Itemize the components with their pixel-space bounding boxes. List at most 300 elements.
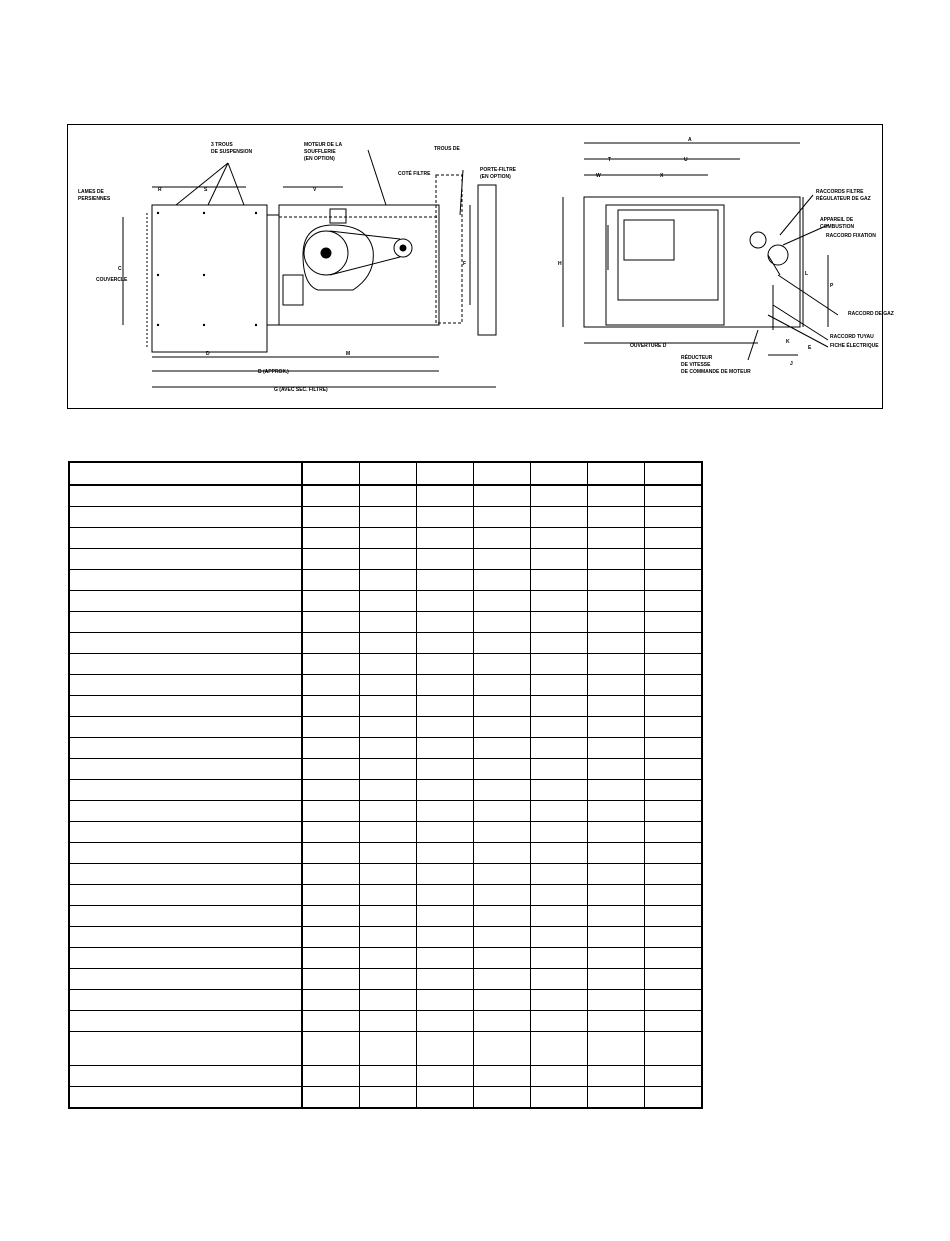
table-value-cell: [302, 570, 360, 591]
heater-cabinet: [152, 205, 267, 352]
table-value-cell: [645, 549, 703, 570]
table-value-cell: [474, 1011, 531, 1032]
side-view-labels: [78, 142, 517, 393]
table-value-cell: [474, 969, 531, 990]
table-value-cell: [645, 738, 703, 759]
label-fiche-electrique: FICHE ÉLECTRIQUE: [830, 343, 879, 349]
table-row: [69, 948, 702, 969]
table-value-cell: [360, 570, 417, 591]
table-value-cell: [360, 696, 417, 717]
table-value-cell: [531, 738, 588, 759]
svg-text:C: C: [118, 266, 122, 272]
table-value-cell: [531, 462, 588, 485]
table-row: [69, 696, 702, 717]
table-label-cell: [69, 507, 302, 528]
table-value-cell: [302, 507, 360, 528]
table-value-cell: [588, 801, 645, 822]
table-value-cell: [360, 1011, 417, 1032]
table-value-cell: [360, 485, 417, 507]
table-value-cell: [531, 675, 588, 696]
table-value-cell: [360, 549, 417, 570]
table-value-cell: [645, 927, 703, 948]
svg-text:A: A: [688, 137, 692, 143]
table-value-cell: [531, 843, 588, 864]
side-view-dots: [157, 212, 257, 326]
table-value-cell: [474, 1066, 531, 1087]
table-value-cell: [588, 759, 645, 780]
table-value-cell: [302, 528, 360, 549]
table-value-cell: [360, 738, 417, 759]
table-value-cell: [588, 927, 645, 948]
table-value-cell: [531, 591, 588, 612]
table-value-cell: [360, 822, 417, 843]
table-value-cell: [474, 1032, 531, 1066]
table-label-cell: [69, 969, 302, 990]
table-row: [69, 759, 702, 780]
table-value-cell: [645, 696, 703, 717]
label-raccord-filtre: RACCORDS FILTRE: [816, 189, 864, 195]
table-value-cell: [360, 675, 417, 696]
table-value-cell: [417, 969, 474, 990]
label-trous-suspension: 3 TROUS: [211, 142, 233, 148]
table-value-cell: [474, 738, 531, 759]
table-value-cell: [417, 906, 474, 927]
table-value-cell: [360, 864, 417, 885]
table-value-cell: [588, 906, 645, 927]
table-value-cell: [531, 990, 588, 1011]
table-value-cell: [302, 696, 360, 717]
table-value-cell: [417, 549, 474, 570]
table-value-cell: [531, 780, 588, 801]
table-value-cell: [645, 633, 703, 654]
table-value-cell: [588, 969, 645, 990]
table-value-cell: [474, 591, 531, 612]
table-label-cell: [69, 717, 302, 738]
table-value-cell: [360, 591, 417, 612]
table-value-cell: [417, 528, 474, 549]
table-value-cell: [417, 864, 474, 885]
table-value-cell: [588, 612, 645, 633]
table-row: [69, 738, 702, 759]
table-row: [69, 1011, 702, 1032]
table-row: [69, 717, 702, 738]
svg-text:S: S: [204, 187, 208, 193]
table-value-cell: [474, 633, 531, 654]
table-value-cell: [360, 780, 417, 801]
svg-text:(EN OPTION): (EN OPTION): [480, 174, 511, 180]
table-value-cell: [588, 633, 645, 654]
table-value-cell: [474, 717, 531, 738]
table-value-cell: [531, 759, 588, 780]
table-value-cell: [588, 1087, 645, 1109]
table-label-cell: [69, 843, 302, 864]
table-value-cell: [531, 1066, 588, 1087]
table-value-cell: [302, 1032, 360, 1066]
table-value-cell: [360, 654, 417, 675]
table-value-cell: [474, 654, 531, 675]
svg-text:F: F: [463, 261, 467, 267]
table-value-cell: [645, 570, 703, 591]
svg-text:RÉGULATEUR DE GAZ: RÉGULATEUR DE GAZ: [816, 196, 871, 202]
table-value-cell: [360, 1066, 417, 1087]
table-value-cell: [474, 485, 531, 507]
table-value-cell: [588, 948, 645, 969]
table-value-cell: [588, 864, 645, 885]
table-row: [69, 864, 702, 885]
table-value-cell: [302, 864, 360, 885]
table-value-cell: [588, 717, 645, 738]
table-label-cell: [69, 1011, 302, 1032]
table-value-cell: [302, 462, 360, 485]
table-value-cell: [474, 612, 531, 633]
table-value-cell: [302, 927, 360, 948]
table-label-cell: [69, 948, 302, 969]
svg-text:(EN OPTION): (EN OPTION): [304, 156, 335, 162]
table-value-cell: [417, 927, 474, 948]
diagram-svg: [68, 125, 894, 410]
table-value-cell: [417, 990, 474, 1011]
table-value-cell: [531, 948, 588, 969]
table-label-cell: [69, 885, 302, 906]
svg-text:P: P: [830, 283, 834, 289]
table-value-cell: [302, 485, 360, 507]
table-value-cell: [417, 759, 474, 780]
svg-text:PERSIENNES: PERSIENNES: [78, 196, 111, 202]
table-value-cell: [645, 1032, 703, 1066]
table-value-cell: [588, 507, 645, 528]
svg-text:T: T: [608, 157, 612, 163]
table-row: [69, 906, 702, 927]
svg-text:D: D: [206, 351, 210, 357]
table-value-cell: [302, 654, 360, 675]
table-value-cell: [302, 633, 360, 654]
table-value-cell: [531, 1087, 588, 1109]
table-value-cell: [474, 462, 531, 485]
table-value-cell: [360, 507, 417, 528]
svg-text:COMBUSTION: COMBUSTION: [820, 224, 855, 230]
table-value-cell: [360, 948, 417, 969]
table-value-cell: [474, 990, 531, 1011]
table-value-cell: [588, 528, 645, 549]
table-value-cell: [645, 654, 703, 675]
table-value-cell: [531, 885, 588, 906]
table-value-cell: [474, 528, 531, 549]
front-view: [563, 143, 838, 360]
label-couvercle: COUVERCLE: [96, 277, 128, 283]
table-value-cell: [360, 843, 417, 864]
table-row: [69, 485, 702, 507]
table-value-cell: [417, 1011, 474, 1032]
table-row: [69, 780, 702, 801]
table-value-cell: [417, 885, 474, 906]
svg-text:RACCORD FIXATION: RACCORD FIXATION: [826, 233, 876, 239]
front-cabinet: [584, 197, 800, 327]
table-value-cell: [302, 717, 360, 738]
table-value-cell: [474, 843, 531, 864]
table-value-cell: [360, 1032, 417, 1066]
table-value-cell: [302, 612, 360, 633]
table-value-cell: [417, 1087, 474, 1109]
table-value-cell: [302, 990, 360, 1011]
table-value-cell: [531, 717, 588, 738]
table-row: [69, 1087, 702, 1109]
table-value-cell: [645, 1087, 703, 1109]
table-value-cell: [531, 549, 588, 570]
table-label-cell: [69, 990, 302, 1011]
table-value-cell: [474, 696, 531, 717]
table-row: [69, 570, 702, 591]
table-value-cell: [360, 906, 417, 927]
table-value-cell: [645, 675, 703, 696]
table-value-cell: [531, 570, 588, 591]
label-porte-filtre: PORTE-FILTRE: [480, 167, 517, 173]
table-header-row: [69, 462, 702, 485]
table-value-cell: [302, 801, 360, 822]
table-value-cell: [588, 570, 645, 591]
table-row: [69, 843, 702, 864]
dim-b: B (APPROX.): [258, 369, 289, 375]
table-value-cell: [645, 591, 703, 612]
table-value-cell: [474, 759, 531, 780]
table-value-cell: [645, 780, 703, 801]
table-value-cell: [474, 948, 531, 969]
table-value-cell: [588, 1011, 645, 1032]
table-value-cell: [645, 906, 703, 927]
table-row: [69, 969, 702, 990]
table-row: [69, 801, 702, 822]
table-label-cell: [69, 462, 302, 485]
table-value-cell: [474, 675, 531, 696]
table-value-cell: [645, 801, 703, 822]
table-value-cell: [302, 675, 360, 696]
table-value-cell: [645, 485, 703, 507]
side-view: [123, 150, 496, 387]
table-row: [69, 675, 702, 696]
table-value-cell: [531, 864, 588, 885]
table-label-cell: [69, 864, 302, 885]
table-value-cell: [588, 822, 645, 843]
table-value-cell: [645, 990, 703, 1011]
table-label-cell: [69, 759, 302, 780]
table-value-cell: [360, 990, 417, 1011]
table-value-cell: [302, 885, 360, 906]
table-value-cell: [588, 780, 645, 801]
table-value-cell: [474, 906, 531, 927]
table-value-cell: [417, 738, 474, 759]
table-value-cell: [645, 1066, 703, 1087]
table-row: [69, 549, 702, 570]
table-label-cell: [69, 927, 302, 948]
table-value-cell: [417, 654, 474, 675]
table-value-cell: [531, 1032, 588, 1066]
table-value-cell: [588, 1032, 645, 1066]
table-value-cell: [588, 696, 645, 717]
svg-text:X: X: [660, 173, 664, 179]
label-ouverture: OUVERTURE D: [630, 343, 667, 349]
table-value-cell: [645, 969, 703, 990]
table-value-cell: [360, 927, 417, 948]
table-label-cell: [69, 738, 302, 759]
table-value-cell: [474, 507, 531, 528]
svg-text:DE VITESSE: DE VITESSE: [681, 362, 711, 368]
table-label-cell: [69, 549, 302, 570]
table-value-cell: [302, 591, 360, 612]
table-value-cell: [360, 885, 417, 906]
table-value-cell: [302, 1066, 360, 1087]
label-moteur: MOTEUR DE LA: [304, 142, 343, 148]
label-persiennes: LAMES DE: [78, 189, 104, 195]
table-value-cell: [302, 906, 360, 927]
table-label-cell: [69, 822, 302, 843]
table-value-cell: [588, 738, 645, 759]
table-value-cell: [360, 462, 417, 485]
table-value-cell: [531, 696, 588, 717]
table-value-cell: [302, 843, 360, 864]
table-value-cell: [360, 1087, 417, 1109]
table-value-cell: [302, 969, 360, 990]
table-value-cell: [417, 1066, 474, 1087]
svg-text:V: V: [313, 187, 317, 193]
table-value-cell: [588, 990, 645, 1011]
table-value-cell: [531, 906, 588, 927]
table-value-cell: [645, 759, 703, 780]
table-label-cell: [69, 696, 302, 717]
table-row: [69, 990, 702, 1011]
table-value-cell: [417, 507, 474, 528]
table-value-cell: [645, 885, 703, 906]
table-value-cell: [417, 570, 474, 591]
table-value-cell: [588, 549, 645, 570]
table-row: [69, 528, 702, 549]
svg-text:SOUFFLERIE: SOUFFLERIE: [304, 149, 336, 155]
table-label-cell: [69, 633, 302, 654]
table-value-cell: [417, 633, 474, 654]
table-label-cell: [69, 1087, 302, 1109]
svg-text:J: J: [790, 361, 793, 367]
table-value-cell: [302, 948, 360, 969]
table-value-cell: [645, 612, 703, 633]
svg-text:DE COMMANDE DE MOTEUR: DE COMMANDE DE MOTEUR: [681, 369, 751, 375]
table-row: [69, 822, 702, 843]
table-value-cell: [531, 654, 588, 675]
table-value-cell: [302, 759, 360, 780]
table-value-cell: [645, 948, 703, 969]
svg-text:TROUS DE: TROUS DE: [434, 146, 460, 152]
table-value-cell: [360, 717, 417, 738]
table-label-cell: [69, 1032, 302, 1066]
table-value-cell: [588, 591, 645, 612]
table-value-cell: [474, 864, 531, 885]
table-value-cell: [360, 633, 417, 654]
table-value-cell: [588, 1066, 645, 1087]
table-value-cell: [645, 843, 703, 864]
table-value-cell: [417, 675, 474, 696]
dimension-table: [68, 461, 703, 1109]
table-value-cell: [588, 843, 645, 864]
table-value-cell: [417, 843, 474, 864]
table-label-cell: [69, 675, 302, 696]
table-value-cell: [645, 1011, 703, 1032]
table-value-cell: [474, 885, 531, 906]
table-value-cell: [302, 1011, 360, 1032]
table-value-cell: [474, 549, 531, 570]
table-value-cell: [302, 780, 360, 801]
svg-text:W: W: [596, 173, 601, 179]
dim-g: G (AVEC SEC. FILTRE): [274, 387, 328, 393]
table-value-cell: [531, 801, 588, 822]
table-label-cell: [69, 528, 302, 549]
table-value-cell: [360, 969, 417, 990]
svg-text:R: R: [158, 187, 162, 193]
table-value-cell: [588, 654, 645, 675]
svg-text:H: H: [558, 261, 562, 267]
table-label-cell: [69, 612, 302, 633]
table-value-cell: [588, 485, 645, 507]
svg-text:E: E: [808, 345, 812, 351]
table-value-cell: [417, 948, 474, 969]
table-value-cell: [417, 717, 474, 738]
table-value-cell: [531, 633, 588, 654]
table-value-cell: [531, 1011, 588, 1032]
table-value-cell: [645, 507, 703, 528]
table-value-cell: [474, 1087, 531, 1109]
table-row: [69, 1066, 702, 1087]
svg-text:U: U: [684, 157, 688, 163]
table-value-cell: [302, 549, 360, 570]
table-label-cell: [69, 485, 302, 507]
table-value-cell: [588, 462, 645, 485]
svg-text:COTÉ FILTRE: COTÉ FILTRE: [398, 171, 431, 177]
label-reducteur: RÉDUCTEUR: [681, 355, 713, 361]
svg-text:K: K: [786, 339, 790, 345]
table-row: [69, 507, 702, 528]
table-value-cell: [588, 885, 645, 906]
table-value-cell: [474, 801, 531, 822]
table-value-cell: [531, 822, 588, 843]
table-row: [69, 633, 702, 654]
table-value-cell: [302, 822, 360, 843]
table-label-cell: [69, 906, 302, 927]
svg-text:DE SUSPENSION: DE SUSPENSION: [211, 149, 253, 155]
table-value-cell: [474, 570, 531, 591]
table-row: [69, 612, 702, 633]
table-value-cell: [360, 759, 417, 780]
table-value-cell: [417, 696, 474, 717]
table-label-cell: [69, 654, 302, 675]
table-value-cell: [417, 591, 474, 612]
table-value-cell: [417, 1032, 474, 1066]
table-value-cell: [302, 738, 360, 759]
table-value-cell: [588, 675, 645, 696]
dimension-diagram: [67, 124, 894, 409]
table-value-cell: [645, 717, 703, 738]
table-value-cell: [531, 969, 588, 990]
table-row: [69, 927, 702, 948]
table-value-cell: [531, 507, 588, 528]
table-value-cell: [474, 822, 531, 843]
table-value-cell: [417, 780, 474, 801]
table-value-cell: [417, 485, 474, 507]
label-raccord-tuyau: RACCORD TUYAU: [830, 334, 874, 340]
table-value-cell: [360, 612, 417, 633]
label-raccord-gaz: RACCORD DE GAZ: [848, 311, 894, 317]
table-value-cell: [417, 462, 474, 485]
table-value-cell: [360, 528, 417, 549]
svg-text:L: L: [805, 271, 809, 277]
table-value-cell: [531, 612, 588, 633]
table-value-cell: [302, 1087, 360, 1109]
table-value-cell: [645, 864, 703, 885]
